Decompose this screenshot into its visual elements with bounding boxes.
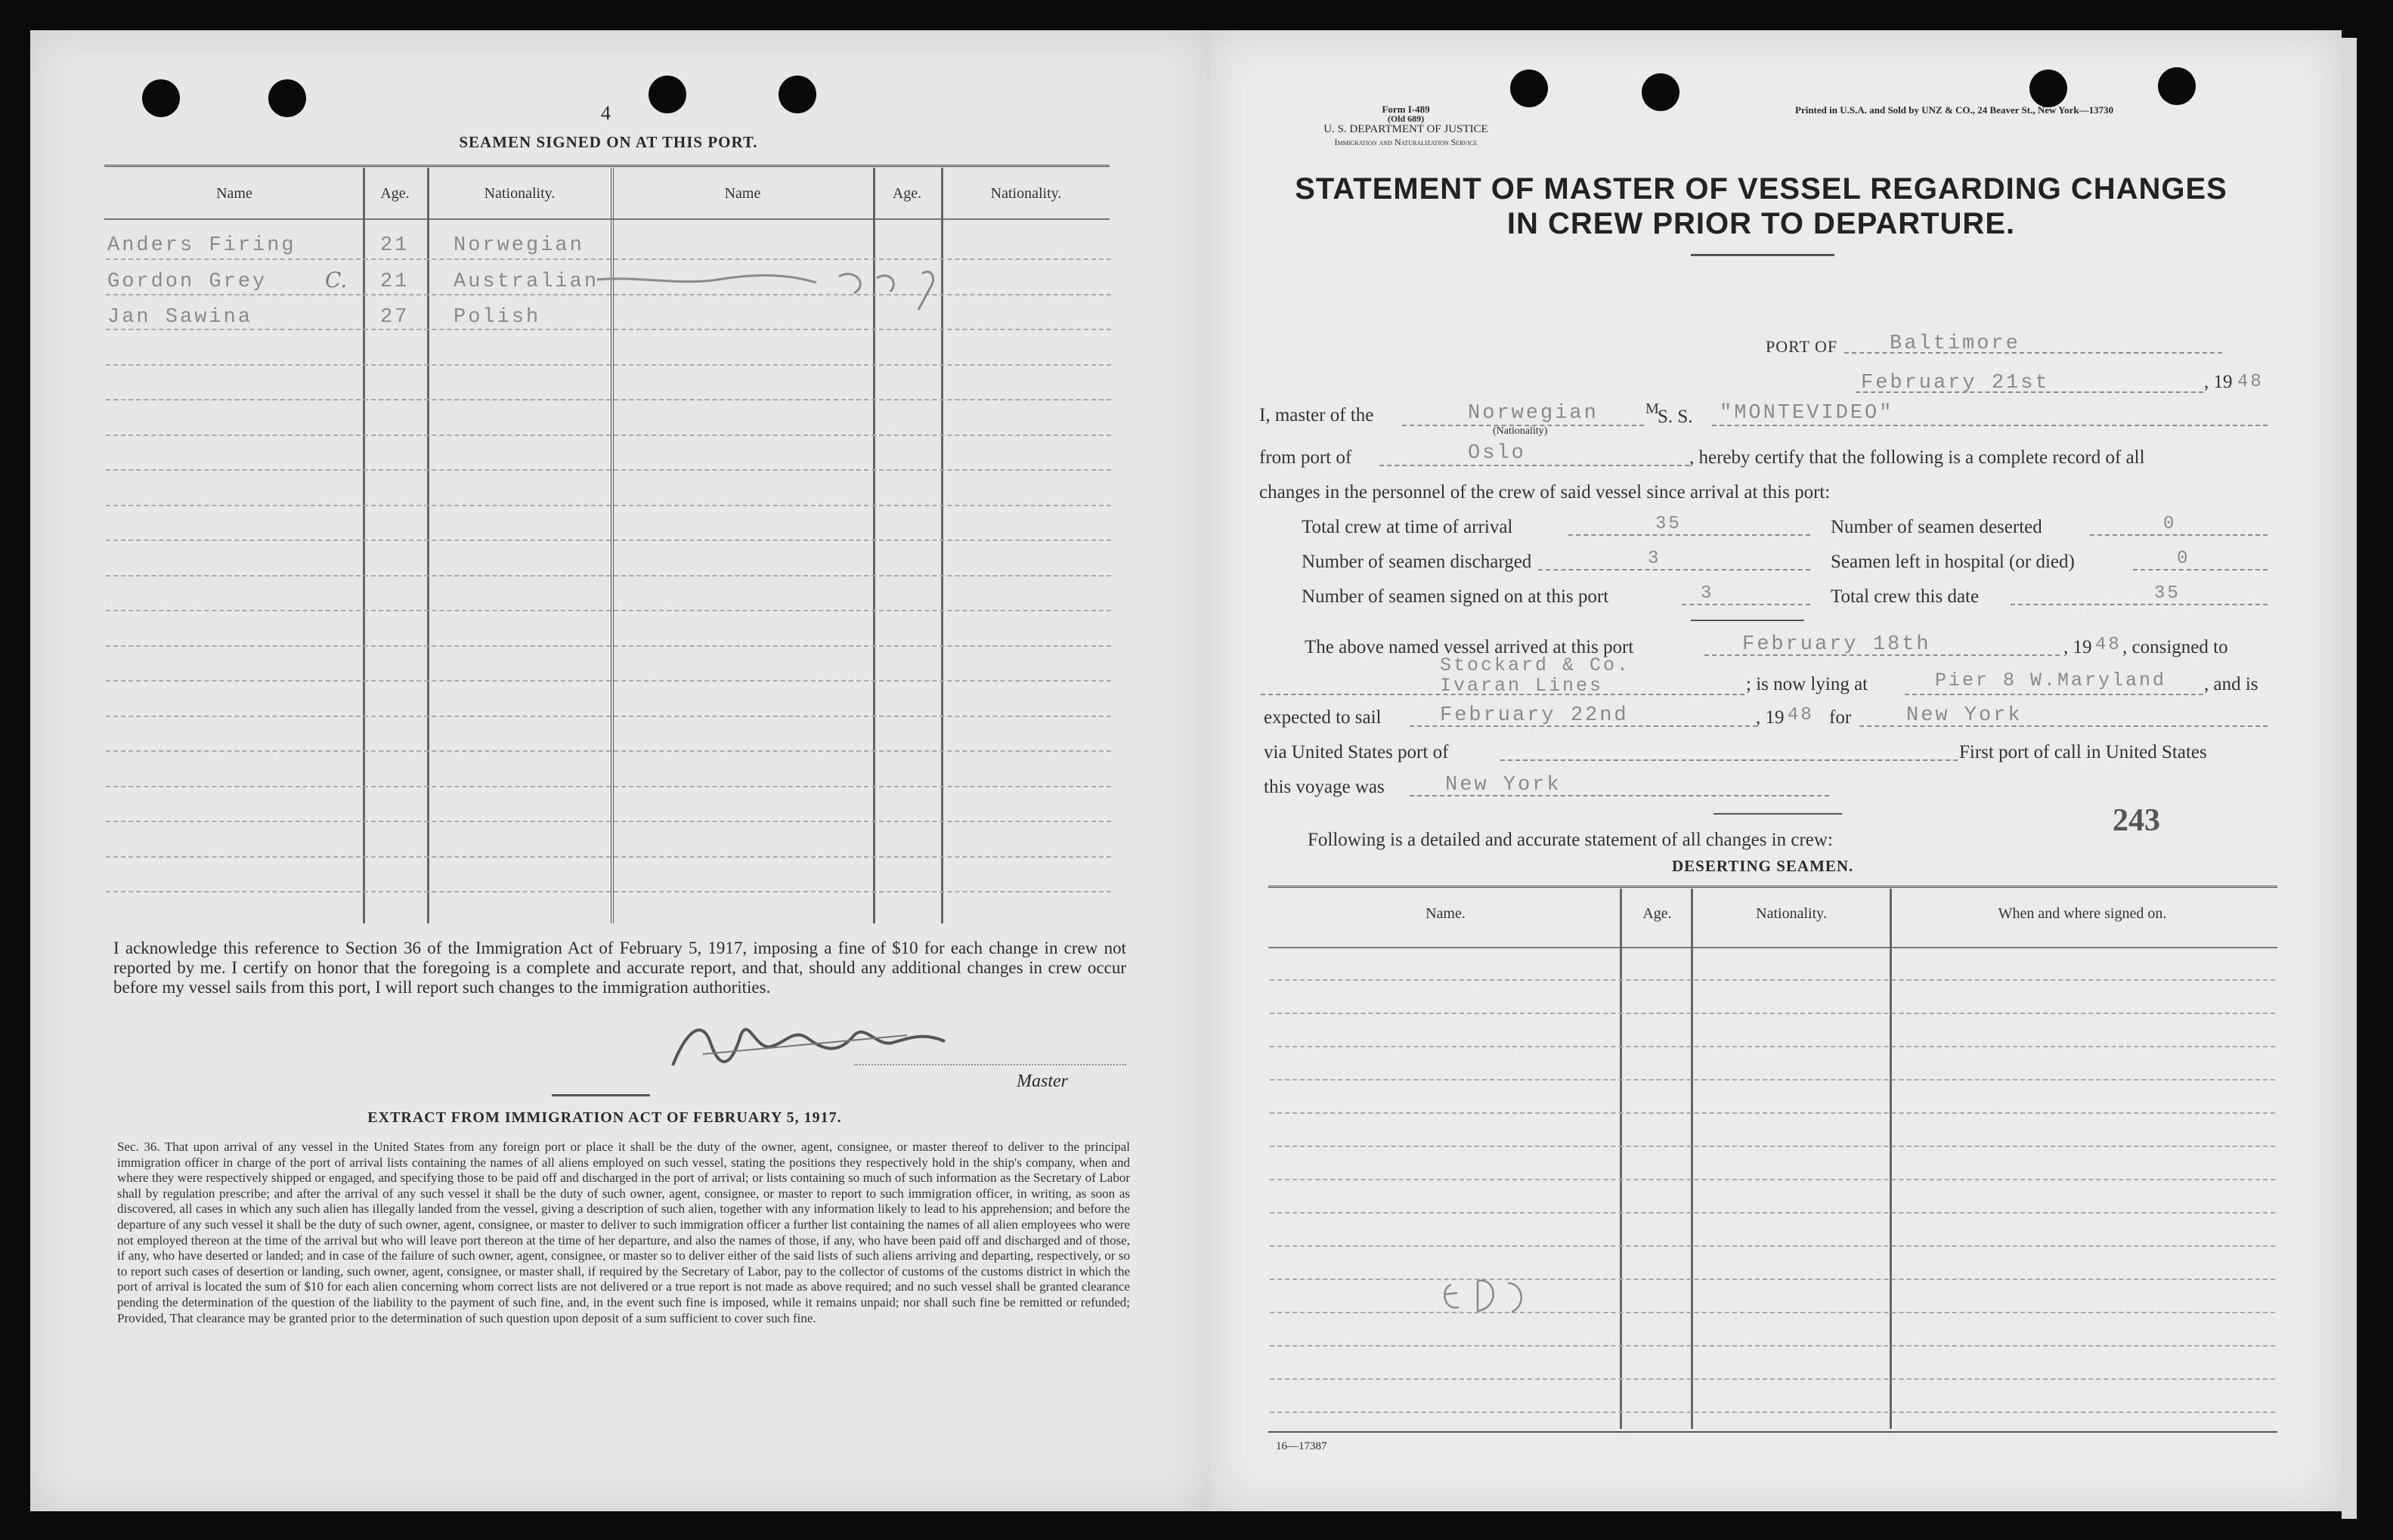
- stat-label: Seamen left in hospital (or died): [1831, 552, 2075, 572]
- column-header-nationality-2: Nationality.: [990, 185, 1062, 202]
- nationality-value: Norwegian: [1468, 402, 1599, 425]
- consigned-label: , consigned to: [2122, 637, 2228, 657]
- table-row-rule: [1270, 1179, 2275, 1180]
- expected-label: expected to sail: [1264, 707, 1382, 728]
- vessel-line: [1712, 425, 2268, 426]
- changes-text: changes in the personnel of the crew of said vessel since arrival at this port:: [1259, 482, 1831, 503]
- table-row-rule: [1270, 1279, 2275, 1280]
- and-is-label: , and is: [2204, 674, 2258, 694]
- ss-label: S. S.: [1658, 407, 1693, 427]
- table-row-rule: [1270, 1345, 2275, 1347]
- this-voyage-label: this voyage was: [1264, 777, 1385, 797]
- table-row-rule: [1270, 1146, 2275, 1147]
- stat-label: Number of seamen deserted: [1831, 517, 2042, 537]
- stat-value: 35: [2154, 583, 2181, 604]
- divider: [1691, 620, 1804, 621]
- table-row-rule: [1270, 1013, 2275, 1014]
- table-bottom-rule: [1268, 1431, 2277, 1433]
- page-edge: [2342, 38, 2357, 1519]
- footer-code: 16—17387: [1276, 1440, 1327, 1452]
- this-voyage-value: New York: [1445, 774, 1562, 796]
- form-title-line2: IN CREW PRIOR TO DEPARTURE.: [1506, 207, 2016, 240]
- arrived-year: 48: [2095, 635, 2122, 655]
- seaman-name: Jan Sawina: [107, 306, 253, 329]
- table-row-rule: [1270, 1079, 2275, 1081]
- stat-label: Number of seamen signed on at this port: [1302, 586, 1609, 607]
- seaman-name: Gordon Grey: [107, 271, 268, 293]
- punch-hole: [1642, 73, 1679, 111]
- table-row-rule: [106, 329, 1111, 330]
- lying-label: ; is now lying at: [1746, 674, 1868, 694]
- first-port-label: First port of call in United States: [1959, 742, 2207, 762]
- column-header-age: Age.: [380, 185, 410, 202]
- seaman-nationality: Norwegian: [454, 234, 584, 257]
- stat-line: [1538, 569, 1810, 571]
- table-row-rule: [1270, 1245, 2275, 1247]
- punch-hole: [2158, 67, 2196, 105]
- from-port-label: from port of: [1259, 447, 1352, 468]
- form-title: STATEMENT OF MASTER OF VESSEL REGARDING CHANGES: [1295, 172, 2227, 206]
- punch-hole: [2029, 70, 2067, 107]
- punch-hole: [1510, 70, 1548, 107]
- column-divider: [1691, 889, 1693, 1429]
- right-page: [1209, 30, 2342, 1511]
- stat-label: Number of seamen discharged: [1302, 552, 1532, 572]
- stamp-number: 243: [2113, 803, 2160, 838]
- table-row-rule: [1270, 1212, 2275, 1214]
- seaman-nationality: Australian: [454, 271, 599, 293]
- seaman-age: 27: [380, 306, 410, 329]
- handwritten-mark: C.: [325, 267, 348, 292]
- table-title: SEAMEN SIGNED ON AT THIS PORT.: [459, 133, 758, 151]
- table-row-rule: [106, 856, 1111, 858]
- port-value: Baltimore: [1890, 332, 2020, 355]
- form-old: (Old 689): [1387, 113, 1425, 124]
- table-row-rule: [106, 540, 1111, 541]
- punch-hole: [649, 76, 686, 113]
- extract-text: Sec. 36. That upon arrival of any vessel in the United States from any foreign port or place it shall be the duty of the owner, agent, consignee, or master thereof to deliver to the principal immigration officer in charge of the port of arrival lists containing the names of all aliens employed on such vessel, stating the positions they respectively hold in the ship's company, when and where they were respectively shipped or engaged, and specifying those to be paid off and discharged in the port of arrival; or lists containing so much of such information as the Secretary of Labor shall by regulation prescribe; and after the arrival of any such vessel it shall be the duty of such owner, agent, consignee, or master to report to such immigration officer, in writing, as soon as discovered, all cases in which any such alien has illegally landed from the vessel, giving a description of such alien, together with any information likely to lead to his apprehension; and before the departure of any such vessel it shall be the duty of such owner, agent, consignee, or master to deliver to such immigration officer a further list containing the names of all alien employees who were not employed thereon at the time of the arrival but who will leave port thereon at the time of her departure, and also the names of those, if any, who have been paid off and discharged and of those, if any, who have deserted or landed; and in case of the failure of such owner, agent, consignee, or master so to deliver either of the said lists of such aliens arriving and departing, respectively, or so to report such cases of desertion or landing, such owner, agent, consignee, or master shall, if required by the Secretary of Labor, pay to the collector of customs of the customs district in which the port of arrival is located the sum of $10 for each alien concerning whom correct lists are not delivered or a true report is not made as above required; and no such vessel shall be granted clearance pending the determination of the question of the liability to the payment of such fine, and, in the event such fine is imposed, while it remains unpaid; nor shall such fine be remitted or refunded; Provided, That clearance may be granted prior to the determination of such question upon deposit of a sum sufficient to cover such fine.: [117, 1140, 1130, 1325]
- acknowledgment-text: I acknowledge this reference to Section 36 of the Immigration Act of February 5, 1917, imposing a fine of $10 for each change in crew not reported by me. I certify on honor that the foregoing is a complete and accurate report, and that, should any additional changes in crew occur before my vessel sails from this port, I will report such changes to the immigration authorities.: [113, 939, 1126, 997]
- punch-hole: [779, 76, 816, 113]
- stat-line: [2011, 604, 2268, 605]
- date-value: February 21st: [1861, 372, 2050, 394]
- printer-line: Printed in U.S.A. and Sold by UNZ & CO., 24 Beaver St., New York—13730: [1795, 104, 2114, 116]
- column-header-name: Name: [216, 185, 252, 202]
- deserting-column-nationality: Nationality.: [1756, 905, 1827, 922]
- deserting-column-age: Age.: [1642, 905, 1672, 922]
- expected-year-prefix: , 19: [1756, 707, 1785, 728]
- vessel-name: "MONTEVIDEO": [1720, 402, 1894, 425]
- lying-value: Pier 8 W.Maryland: [1935, 669, 2167, 691]
- arrived-value: February 18th: [1742, 633, 1931, 656]
- column-divider: [1620, 889, 1622, 1429]
- arrived-label: The above named vessel arrived at this port: [1305, 637, 1634, 657]
- stat-label: Total crew this date: [1831, 586, 1980, 607]
- consignee-line: [1261, 694, 1744, 695]
- deserting-title: DESERTING SEAMEN.: [1672, 857, 1854, 875]
- table-row-rule: [106, 821, 1111, 822]
- handwritten-scribble: [590, 257, 983, 325]
- master-signature: [658, 1013, 975, 1081]
- signature-line: [854, 1064, 1126, 1065]
- seaman-name: Anders Firing: [107, 234, 296, 257]
- year-value: 48: [2237, 372, 2264, 392]
- column-header-age-2: Age.: [892, 185, 922, 202]
- punch-hole: [142, 79, 180, 117]
- table-row-rule: [106, 434, 1111, 436]
- table-row-rule: [1270, 1378, 2275, 1380]
- column-divider: [427, 168, 429, 923]
- punch-hole: [268, 79, 306, 117]
- year-prefix: , 19: [2204, 372, 2233, 392]
- extract-title: EXTRACT FROM IMMIGRATION ACT OF FEBRUARY 5, 1917.: [367, 1109, 842, 1126]
- column-divider: [1890, 889, 1892, 1429]
- table-row-rule: [106, 469, 1111, 471]
- table-row-rule: [1270, 1312, 2275, 1313]
- nationality-caption: (Nationality): [1493, 425, 1548, 437]
- table-row-rule: [106, 680, 1111, 682]
- stat-line: [1568, 534, 1810, 536]
- divider: [1713, 813, 1842, 815]
- table-row-rule: [1270, 979, 2275, 981]
- following-text: Following is a detailed and accurate statement of all changes in crew:: [1308, 830, 1833, 850]
- column-header-nationality: Nationality.: [484, 185, 556, 202]
- page-number: 4: [601, 102, 611, 124]
- master-of-label: I, master of the: [1259, 405, 1374, 425]
- stat-value: 35: [1655, 514, 1682, 534]
- consignee-line2: Ivaran Lines: [1440, 675, 1604, 697]
- arrived-year-prefix: , 19: [2063, 637, 2092, 657]
- stat-label: Total crew at time of arrival: [1302, 517, 1513, 537]
- stat-value: 3: [1648, 549, 1661, 569]
- column-divider: [363, 168, 365, 923]
- expected-value: February 22nd: [1440, 704, 1629, 727]
- table-row-rule: [106, 364, 1111, 366]
- certify-text: , hereby certify that the following is a complete record of all: [1689, 447, 2145, 468]
- column-header-name-2: Name: [724, 185, 761, 202]
- table-row-rule: [106, 610, 1111, 611]
- department: U. S. DEPARTMENT OF JUSTICE: [1323, 123, 1488, 135]
- stat-value: 0: [2163, 514, 2177, 534]
- seaman-nationality: Polish: [454, 306, 541, 329]
- for-value: New York: [1906, 704, 2023, 727]
- table-row-rule: [1270, 1412, 2275, 1413]
- lying-line: [1905, 694, 2203, 695]
- divider: [552, 1094, 650, 1096]
- via-label: via United States port of: [1264, 742, 1449, 762]
- table-row-rule: [106, 505, 1111, 506]
- table-row-rule: [1270, 1046, 2275, 1047]
- stat-line: [1682, 604, 1810, 605]
- table-row-rule: [106, 645, 1111, 647]
- stat-value: 0: [2177, 549, 2190, 569]
- expected-year: 48: [1788, 705, 1814, 725]
- seaman-age: 21: [380, 234, 410, 257]
- for-label: for: [1829, 707, 1852, 728]
- table-row-rule: [106, 716, 1111, 717]
- table-row-rule: [106, 750, 1111, 752]
- table-row-rule: [106, 399, 1111, 400]
- handwritten-mark: [1436, 1269, 1542, 1322]
- title-underline: [1691, 254, 1834, 256]
- table-row-rule: [106, 575, 1111, 577]
- stat-line: [2133, 569, 2268, 571]
- from-port-line: [1379, 465, 1689, 466]
- table-row-rule: [106, 786, 1111, 787]
- form-number: Form I-489: [1382, 104, 1430, 115]
- port-label: PORT OF: [1766, 337, 1838, 356]
- stat-line: [2090, 534, 2268, 536]
- master-label: Master: [1017, 1072, 1068, 1091]
- from-port-value: Oslo: [1468, 442, 1526, 465]
- deserting-column-signed-on: When and where signed on.: [1998, 905, 2167, 922]
- table-row-rule: [106, 891, 1111, 892]
- via-line: [1500, 759, 1958, 761]
- deserting-column-name: Name.: [1426, 905, 1466, 922]
- stat-value: 3: [1701, 583, 1714, 604]
- table-row-rule: [1270, 1112, 2275, 1114]
- ms-label: M: [1645, 400, 1659, 417]
- service: Immigration and Naturalization Service: [1334, 137, 1478, 147]
- seaman-age: 21: [380, 271, 410, 293]
- consignee-line1: Stockard & Co.: [1440, 654, 1631, 676]
